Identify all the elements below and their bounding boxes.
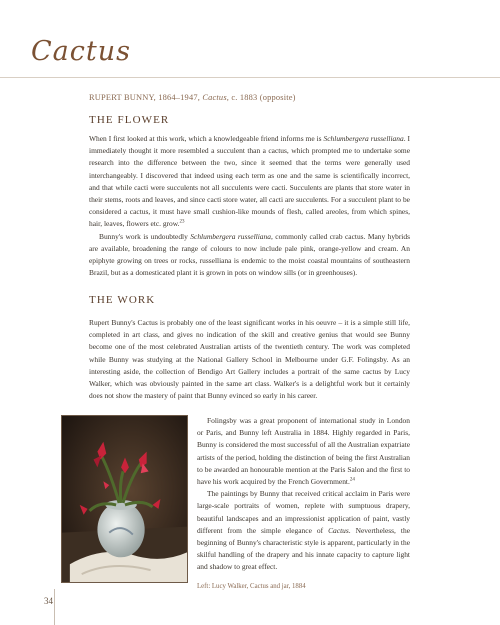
flower-p2-text-c: , commonly called crab cactus. Many hybrids are available, broadening the range of colours to now include pale pink, orange-yellow and cream. An epiphyte growing on trees or rocks, russelliana is endemic to the moist coastal mountains of southeastern Brazil, but as a domesticated plant it is grown in pots on window sills (or in greenhouses). <box>89 231 410 278</box>
work-p3-text-c: . Nevertheless, the beginning of Bunny's characteristic style is apparent, particularly in the skilful handling of the drapery and his innate capacity to capture light and shadow to great effect. <box>197 525 410 572</box>
credit-work-title: Cactus <box>202 93 227 102</box>
work-section-body <box>89 317 410 402</box>
credit-artist: RUPERT BUNNY, 1864–1947, <box>89 93 203 102</box>
work-paragraph-3 <box>197 488 410 573</box>
page-number: 34 <box>44 596 53 606</box>
work-p3-title: Cactus <box>328 525 349 535</box>
work-paragraph-2 <box>197 415 410 488</box>
work-section-body-continued <box>197 415 410 574</box>
work-p2-text: Folingsby was a great proponent of international study in London or Paris, and Bunny left Australia in 1884. Highly regarded in Paris, Bunny is considered the most successful of all the Australian expatriate artists of the period, holding the distinction of being the first Australian to be awarded an honourable mention at the Paris Salon and the first to have his work acquired by the French Government. <box>197 416 410 487</box>
footnote-ref: 24 <box>349 477 355 483</box>
title-rule <box>0 77 500 78</box>
section-heading-work: THE WORK <box>89 294 156 306</box>
work-paragraph-1: Rupert Bunny's Cactus is probably one of the least significant works in his oeuvre – it is a simple still life, completed in art class, and gives no indication of the skill and creative genius that would see Bunny become one of the most celebrated Australian artists of the twentieth century. The work was completed while Bunny was studying at the National Gallery School in Melbourne under G.F. Folingsby. As an interesting aside, the collection of Bendigo Art Gallery includes a portrait of the same cactus by Lucy Walker, which was obviously painted in the same art class. Walker's is a delightful work but it certainly does not show the mastery of paint that Bunny evinced so early in his career. <box>89 318 410 401</box>
flower-p1-text-a: When I first looked at this work, which a knowledgeable friend informs me is <box>89 134 324 143</box>
flower-p2-species: Schlumbergera russelliana <box>190 231 271 241</box>
flower-p2-text-a: Bunny's work is undoubtedly <box>99 231 191 241</box>
page-title: Cactus <box>31 36 131 67</box>
flower-p1-text-c: . I immediately thought it more resembled a succulent than a cactus, which prompted me to undertake some research into the difference between the two, since it seemed that the terms were generally used interchangeably. I discovered that indeed using each term as one and the same is scientifically incorrect, and that while cacti were succulents not all succulents were cacti. Succulents are plants that store water in their stems, roots and leaves, and since cacti store water, all cacti are succulents. For a succulent plant to be considered a cactus, it must have small cushion-like mounds of flesh, called areoles, from which spines, hair, leaves, flowers etc. grow. <box>89 134 410 229</box>
footnote-ref: 23 <box>179 219 185 225</box>
figure-caption: Left: Lucy Walker, Cactus and jar, 1884 <box>197 583 306 590</box>
painting-image <box>61 415 188 583</box>
flower-paragraph-1 <box>89 133 410 231</box>
credit-detail: , c. 1883 (opposite) <box>226 93 296 102</box>
painting-illustration <box>62 416 187 582</box>
flower-p1-species: Schlumbergera russelliana <box>323 134 404 143</box>
section-heading-flower: THE FLOWER <box>89 114 170 126</box>
flower-section-body <box>89 133 410 279</box>
work-p3-text-a: The paintings by Bunny that received critical acclaim in Paris were large-scale portraits of women, replete with sumptuous drapery, beautiful landscapes and an impressionist application of paint, vastly different from the simple elegance of <box>197 489 410 535</box>
artwork-credit <box>89 93 296 102</box>
page-side-rule <box>54 589 55 625</box>
flower-paragraph-2 <box>89 231 410 280</box>
